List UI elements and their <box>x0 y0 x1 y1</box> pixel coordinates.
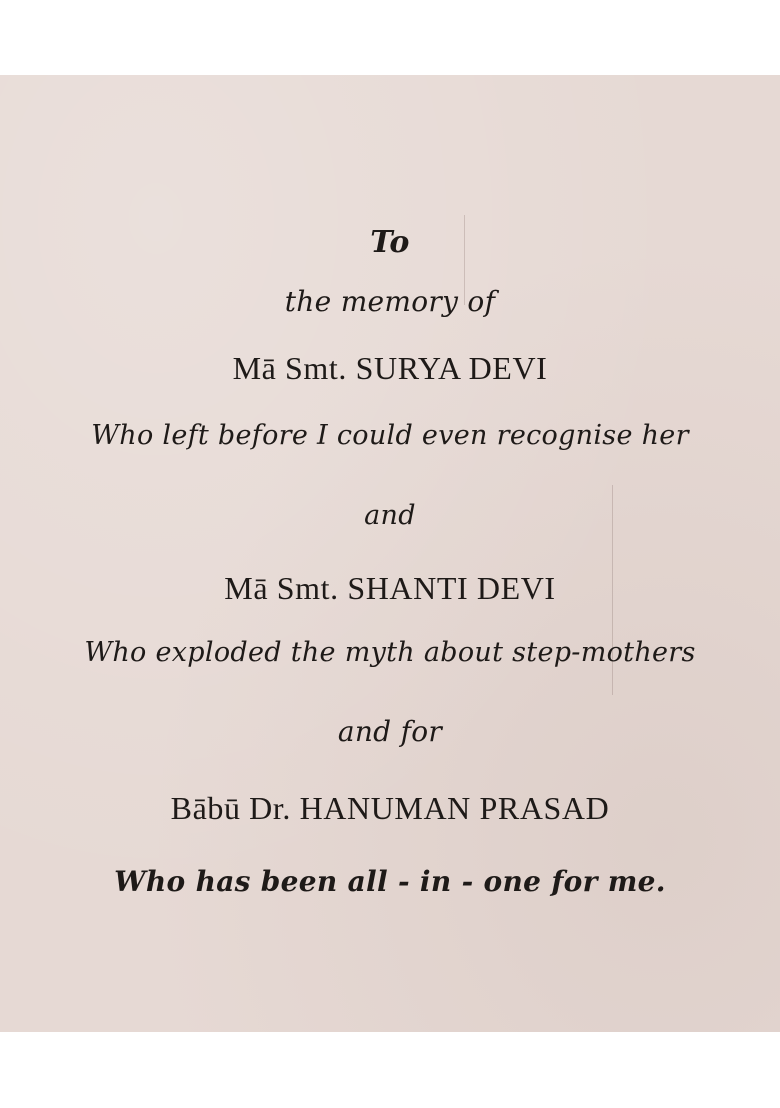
dedication-page <box>0 75 780 1032</box>
dedication-name-surya-devi: Mā Smt. SURYA DEVI <box>232 350 548 386</box>
dedication-and: and <box>364 500 416 531</box>
dedication-and-for: and for <box>337 715 443 748</box>
dedication-name-hanuman-prasad: Bābū Dr. HANUMAN PRASAD <box>170 790 610 826</box>
dedication-to: To <box>370 225 410 260</box>
dedication-description-surya-devi: Who left before I could even recognise her <box>91 420 689 451</box>
dedication-description-hanuman-prasad: Who has been all - in - one for me. <box>114 865 666 898</box>
dedication-description-shanti-devi: Who exploded the myth about step-mothers <box>84 637 696 668</box>
dedication-name-shanti-devi: Mā Smt. SHANTI DEVI <box>224 570 556 606</box>
dedication-memory-of: the memory of <box>284 285 496 318</box>
